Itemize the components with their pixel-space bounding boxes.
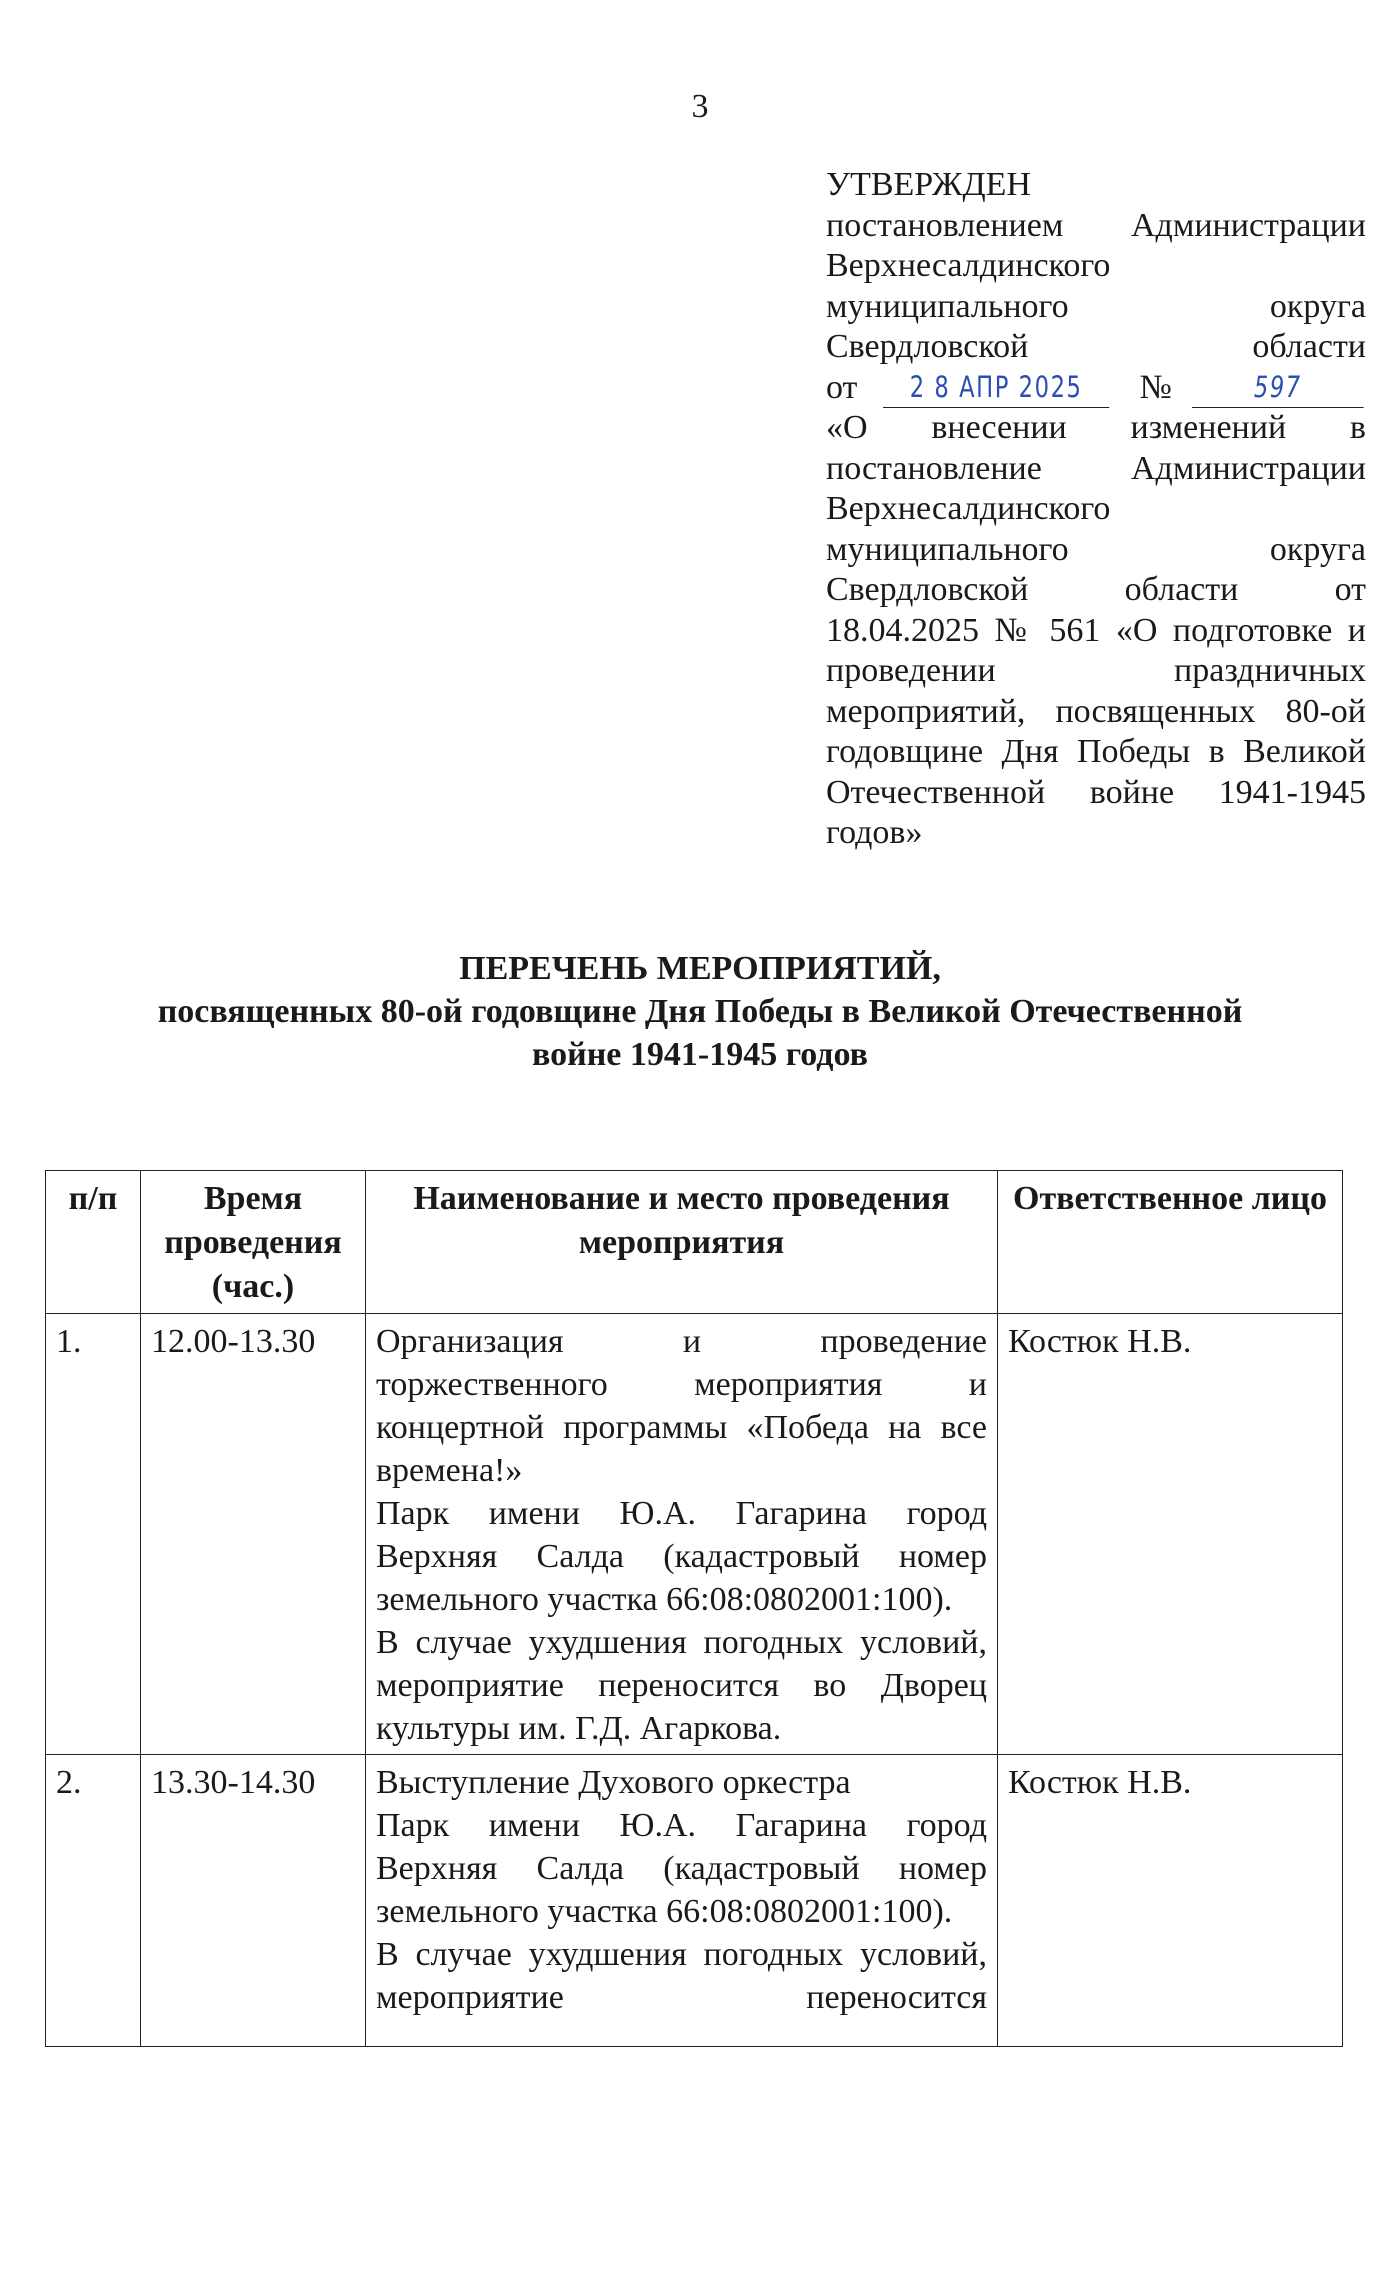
header-name: Наименование и место проведения мероприятия [366,1171,998,1314]
row-responsible: Костюк Н.В. [998,1314,1343,1755]
events-table [45,1170,1343,2047]
approval-line: Свердловской области [826,328,1366,365]
row-event: Организация и проведение торжественного мероприятия и концертной программы «Победа на все времена!» [376,1323,987,1489]
document-title: ПЕРЕЧЕНЬ МЕРОПРИЯТИЙ, [459,950,941,987]
approval-heading: УТВЕРЖДЕН [826,166,1031,203]
page-number: 3 [691,88,709,125]
header-num: п/п [46,1171,141,1314]
row-place: Парк имени Ю.А. Гагарина город Верхняя Салда (кадастровый номер земельного участка 66:08:0802001:100). [376,1807,987,1930]
approval-title-line: муниципального округа [826,530,1366,568]
number-prefix: № [1139,368,1172,406]
approval-line: Верхнесалдинского [826,247,1111,284]
row-time: 12.00-13.30 [141,1314,366,1755]
document-subtitle: войне 1941-1945 годов [531,1036,869,1073]
row-time: 13.30-14.30 [141,1755,366,2047]
row-place: Парк имени Ю.А. Гагарина город Верхняя Салда (кадастровый номер земельного участка 66:08:0802001:100). [376,1495,987,1618]
approval-stamp [826,165,1366,854]
row-event: Выступление Духового оркестра [376,1764,851,1801]
approval-title-line: проведении праздничных [826,652,1366,689]
approval-date-line [826,368,1366,409]
approval-title-line: 18.04.2025 № 561 «О подготовке и [826,611,1366,649]
approval-title-line: Свердловской области от [826,571,1366,608]
approval-title-line: постановление Администрации [826,449,1366,487]
date-stamp: 2 8 АПР 2025 [883,374,1109,408]
table-row [46,1755,1343,2047]
approval-title-line: «О внесении изменений в [826,409,1366,446]
approval-title-line: годовщине Дня Победы в Великой [826,733,1366,770]
approval-line: постановлением Администрации [826,206,1366,244]
row-description [366,1755,998,2047]
row-note: В случае ухудшения погодных условий, мероприятие переносится [376,1936,987,2016]
document-number: 597 [1192,374,1364,408]
header-time: Время проведения (час.) [141,1171,366,1314]
approval-line: муниципального округа [826,287,1366,325]
approval-title-line: Отечественной войне 1941-1945 [826,773,1366,811]
row-num: 2. [46,1755,141,2047]
approval-title-line: мероприятий, посвященных 80-ой [826,692,1366,730]
document-subtitle: посвященных 80-ой годовщине Дня Победы в Великой Отечественной [157,993,1243,1030]
row-num: 1. [46,1314,141,1755]
approval-title-line: годов» [826,814,923,851]
table-header-row [46,1171,1343,1314]
header-responsible: Ответственное лицо [998,1171,1343,1314]
table-row [46,1314,1343,1755]
row-note: В случае ухудшения погодных условий, мероприятие переносится во Дворец культуры им. Г.Д. Агаркова. [376,1624,987,1747]
row-description [366,1314,998,1755]
row-responsible: Костюк Н.В. [998,1755,1343,2047]
approval-title-line: Верхнесалдинского [826,490,1111,527]
document-title-block [0,947,1400,1076]
date-prefix: от [826,368,858,406]
